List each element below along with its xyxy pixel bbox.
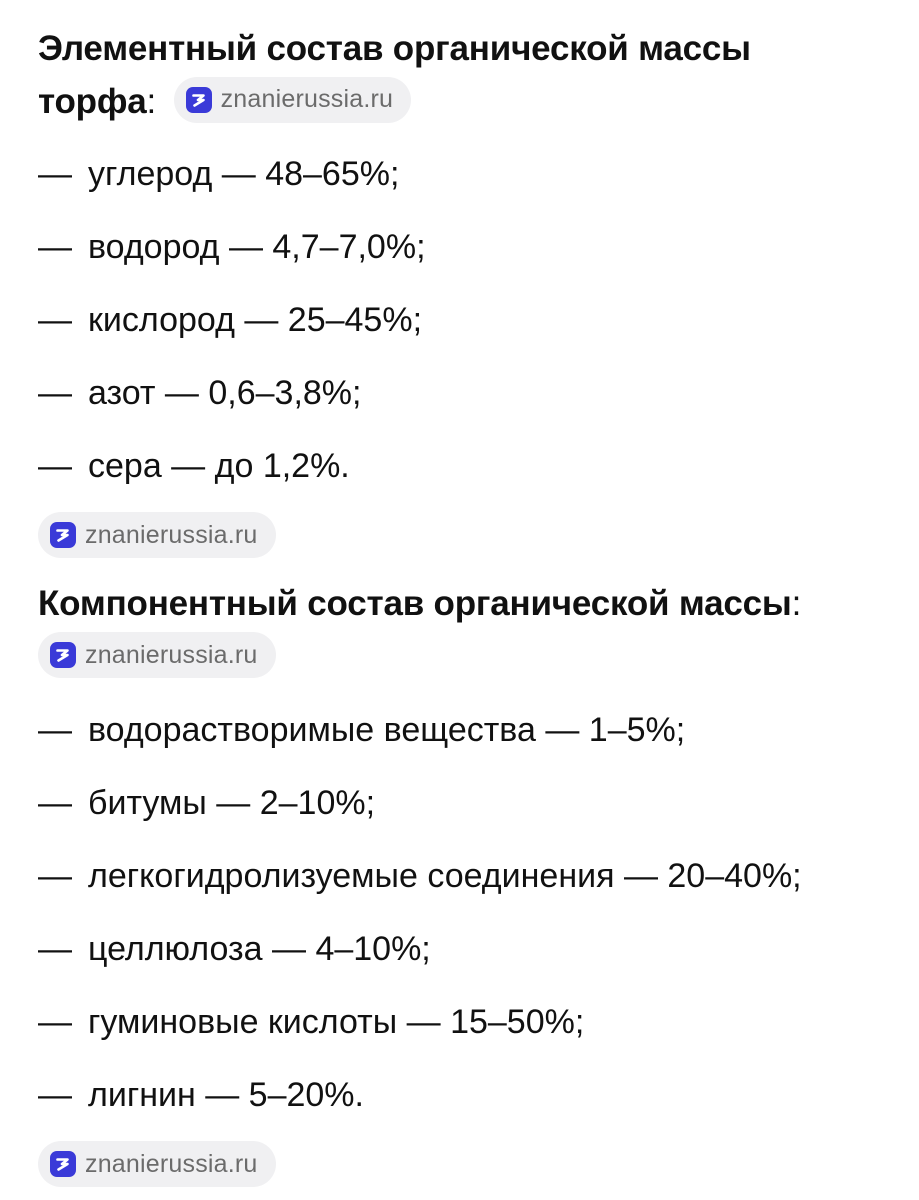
list-item-text: водорастворимые вещества — 1–5%; — [88, 711, 686, 749]
source-chip-label: znanierussia.ru — [85, 1149, 258, 1178]
list-item-text: целлюлоза — 4–10%; — [88, 930, 431, 968]
heading-line-1: Элементный состав органической массы — [38, 29, 751, 68]
list-item — [38, 293, 898, 347]
list-item-text: кислород — 25–45%; — [88, 301, 423, 339]
list-dash: — — [38, 857, 72, 895]
list-item — [38, 776, 898, 830]
list-dash: — — [38, 374, 72, 412]
list-dash: — — [38, 228, 72, 266]
list-item — [38, 439, 898, 493]
list-item-text: лигнин — 5–20%. — [88, 1076, 364, 1114]
source-chip-label: znanierussia.ru — [85, 520, 258, 549]
source-chip[interactable] — [38, 632, 276, 678]
list-item-text: водород — 4,7–7,0%; — [88, 228, 426, 266]
list-item — [38, 849, 828, 903]
znanie-logo-icon — [50, 1151, 76, 1177]
list-item-text: легкогидролизуемые соединения — 20–40%; — [88, 857, 802, 895]
heading-text: Компонентный состав органической массы — [38, 584, 792, 623]
list-item-text: битумы — 2–10%; — [88, 784, 376, 822]
source-chip-label: znanierussia.ru — [220, 85, 394, 114]
list-item-text: сера — до 1,2%. — [88, 447, 350, 485]
source-row — [38, 1141, 898, 1187]
znanie-logo-icon — [186, 87, 212, 113]
list-item — [38, 147, 898, 201]
heading-line-2: торфа — [38, 82, 147, 121]
heading-colon: : — [146, 82, 157, 121]
section-heading-elemental — [38, 22, 898, 128]
source-row — [38, 512, 898, 558]
znanie-logo-icon — [50, 522, 76, 548]
source-chip[interactable] — [38, 1141, 276, 1187]
list-dash: — — [38, 1003, 72, 1041]
znanie-logo-icon — [50, 642, 76, 668]
list-dash: — — [38, 155, 72, 193]
list-item — [38, 703, 898, 757]
list-dash: — — [38, 930, 72, 968]
list-item-text: гуминовые кислоты — 15–50%; — [88, 1003, 585, 1041]
list-item — [38, 922, 898, 976]
section-heading-component — [38, 577, 898, 630]
list-dash: — — [38, 711, 72, 749]
answer-content — [38, 22, 898, 1187]
heading-colon: : — [791, 584, 802, 623]
list-item — [38, 995, 898, 1049]
source-chip[interactable] — [38, 512, 276, 558]
list-dash: — — [38, 1076, 72, 1114]
list-dash: — — [38, 447, 72, 485]
list-item — [38, 220, 898, 274]
list-item — [38, 366, 898, 420]
list-dash: — — [38, 301, 72, 339]
list-item-text: азот — 0,6–3,8%; — [88, 374, 362, 412]
list-item — [38, 1068, 898, 1122]
list-dash: — — [38, 784, 72, 822]
source-chip[interactable] — [174, 77, 412, 123]
list-item-text: углерод — 48–65%; — [88, 155, 400, 193]
source-chip-label: znanierussia.ru — [85, 640, 258, 669]
elemental-list — [38, 147, 898, 493]
component-list — [38, 703, 898, 1122]
source-row — [38, 632, 898, 678]
